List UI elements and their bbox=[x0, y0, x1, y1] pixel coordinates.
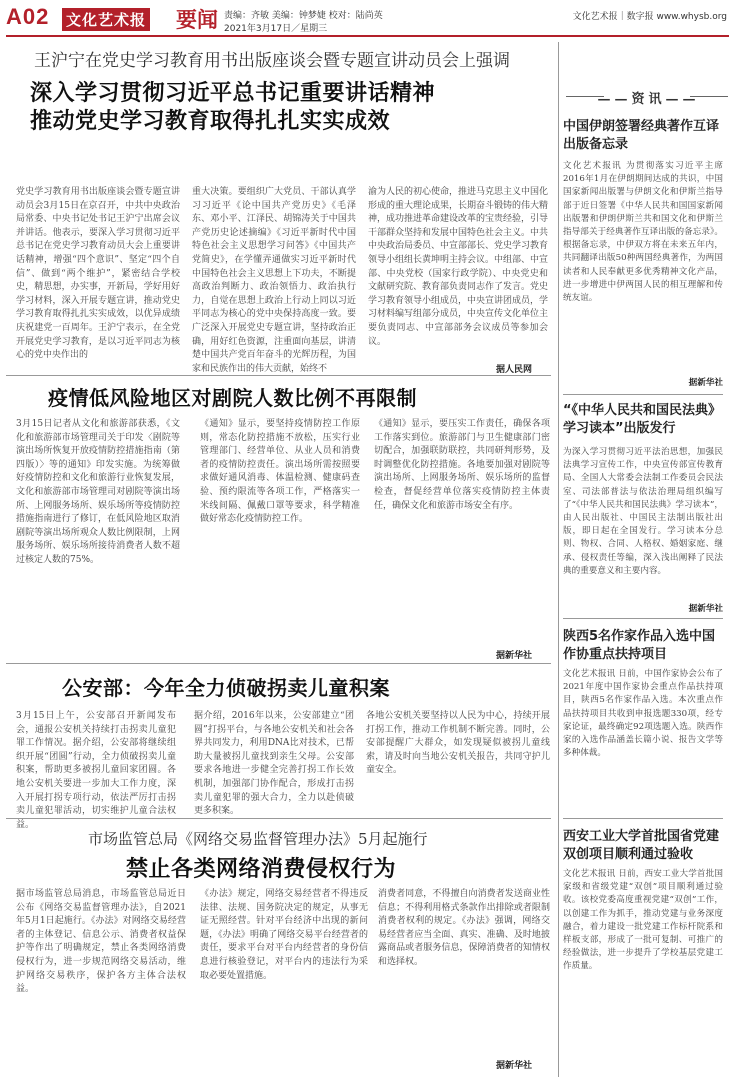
divider bbox=[563, 818, 723, 819]
masthead bbox=[0, 0, 735, 38]
theater-headline: 疫情低风险地区对剧院人数比例不再限制 bbox=[48, 386, 417, 410]
lead-column-1: 党史学习教育用书出版座谈会暨专题宣讲动员会3月15日在京召开，中共中央政治局常委、中央书记处书记王沪宁出席会议并讲话。他表示，要深入学习贯彻习近平总书记在党史学习教育动员大会上重要讲话精神，增强“四个意识”、坚定“四个自信”、做到“两个维护”，紧密结合学校史，精思想，办实事，开新局，学好用好学习材料，深入开展专题宣讲，推动党史学习教育取得扎扎实实成效，以优异成绩庆祝建党一百周年。王沪宁表示，在全党开展党史学习教育，是以习近平同志为核心的党中央作出的 bbox=[16, 187, 180, 361]
divider bbox=[563, 394, 723, 395]
theater-column-2: 《通知》显示，要坚持疫情防控工作原则，常态化防控措施不放松，压实行业管理部门、经营单位、从业人员和消费者的疫情防控责任。演出场所需按照要求做好通风消毒、体温检测、健康码查验、预约限流等各项工作，严格落实一米线间隔、佩戴口罩等要求，科学精准做好常态化疫情防控工作。 bbox=[200, 419, 360, 525]
theater-source: 据新华社 bbox=[496, 651, 533, 661]
lead-source: 据人民网 bbox=[496, 365, 533, 375]
lead-headline-1: 深入学习贯彻习近平总书记重要讲话精神 bbox=[30, 81, 436, 106]
brief-title: ——资讯—— bbox=[597, 92, 700, 107]
site-link[interactable]: 文化艺术报｜数字报 www.whysb.org bbox=[572, 12, 727, 22]
market-subhead: 市场监管总局《网络交易监督管理办法》5月起施行 bbox=[88, 830, 428, 848]
divider bbox=[6, 663, 551, 664]
masthead-rule bbox=[6, 35, 729, 37]
section-title: 要闻 bbox=[176, 7, 218, 32]
brief-body-4: 文化艺术报讯 日前，西安工业大学首批国家级和省级党建“双创”项目顺利通过验收。该校党委高度重视党建“双创”工作，以创建工作为抓手，推动党建与业务深度融合，着力建设一批党建工作标杆院系和样板支部，形成了一批可复制、可推广的经验做法，进一步提升了学校基层党建工作质量。 bbox=[563, 869, 723, 972]
brief-headline-3: 陕西5名作家作品入选中国作协重点扶持项目 bbox=[563, 629, 716, 662]
police-column-2: 据介绍，2016年以来，公安部建立“团圆”打拐平台，与各地公安机关和社会各界共同发力，利用DNA比对技术，已帮助大量被拐儿童找到亲生父母。公安部要求各地进一步健全完善打拐工作长效机制，加强部门协作配合，形成打击拐卖儿童犯罪的强大合力，全力以赴侦破更多积案。 bbox=[194, 711, 354, 817]
police-headline: 公安部：今年全力侦破拐卖儿童积案 bbox=[62, 676, 390, 700]
brief-headline-1: 中国伊朗签署经典著作互译出版备忘录 bbox=[563, 119, 720, 152]
lead-column-2: 重大决策。要组织广大党员、干部认真学习习近平《论中国共产党历史》《毛泽东、邓小平、江泽民、胡锦涛关于中国共产党历史论述摘编》《习近平新时代中国特色社会主义思想学习问答》《中国共产党简史》，在学懂弄通做实习近平新时代中国特色社会主义思想上下功夫，不断提高政治判断力、政治领悟力、政治执行力，自觉在思想上政治上行动上同以习近平同志为核心的党中央保持高度一致。要广泛深入开展党史专题宣讲，坚持政治正确，用好红色资源，注重面向基层，讲清楚中国共产党百年奋斗的光辉历程，为国家和民族作出的伟大贡献，始终不 bbox=[192, 187, 356, 374]
market-column-1: 据市场监管总局消息，市场监管总局近日公布《网络交易监督管理办法》，自2021年5月1日起施行。《办法》对网络交易经营者的主体登记、信息公示、消费者权益保护等作出了明确规定，禁止各类网络消费侵权行为，进一步规范网络交易活动，维护网络交易秩序，保护各方主体合法权益。 bbox=[16, 889, 186, 995]
lead-column-3: 渝为人民的初心使命，推进马克思主义中国化形成的重大理论成果，长期奋斗锻铸的伟大精神，成功推进革命建设改革的宝贵经验，引导干部群众坚持和发展中国特色社会主义。中共中央政治局委员、中宣部部长、党史学习教育领导小组组长黄坤明主持会议。中组部、中宣部、中央党校（国家行政学院）、中央党史和文献研究院、教育部负责同志作了发言。党史学习教育领导小组成员，中央宣讲团成员，学习材料编写组部分成员，中央宣传文化单位主要负责同志、中宣部部务会议成员等参加会议。 bbox=[368, 187, 549, 347]
police-column-1: 3月15日上午，公安部召开新闻发布会，通报公安机关持续打击拐卖儿童犯罪工作情况。据介绍，公安部将继续组织开展“团圆”行动，全力侦破拐卖儿童积案，帮助更多被拐儿童回家团圆。各地公安机关要进一步加大工作力度，深入开展打拐专项行动，依法严厉打击拐卖儿童犯罪活动，切实维护儿童合法权益。 bbox=[16, 711, 176, 830]
police-column-3: 各地公安机关要坚持以人民为中心，持续开展打拐工作，推动工作机制不断完善。同时，公安部提醒广大群众，如发现疑似被拐儿童线索，请及时向当地公安机关报告，共同守护儿童安全。 bbox=[366, 711, 550, 776]
market-headline: 禁止各类网络消费侵权行为 bbox=[126, 857, 397, 882]
divider bbox=[6, 375, 551, 376]
page-number: A02 bbox=[6, 4, 50, 29]
market-source: 据新华社 bbox=[496, 1061, 533, 1071]
brief-body-1: 文化艺术报讯 为贯彻落实习近平主席2016年1月在伊朗期间达成的共识，中国国家新闻出版署与伊朗文化和伊斯兰指导部于近日签署《中华人民共和国国家新闻出版署和伊朗伊斯兰共和国文化和伊斯兰指导部关于经典著作互译出版的备忘录》。根据备忘录，中伊双方将在未来五年内，共同翻译出版50种两国经典著作，为两国读者和人民奉献更多优秀精神文化产品，进一步增进中伊两国人民的相互理解和传统友谊。 bbox=[563, 161, 723, 304]
brief-body-2: 为深入学习贯彻习近平法治思想，加强民法典学习宣传工作，中央宣传部宣传教育局、全国人大常委会法制工作委员会民法室、司法部普法与依法治理局组织编写了“《中华人民共和国民法典》学习读本”，由人民出版社、中国民主法制出版社出版，即日起在全国发行。学习读本分总则、物权、合同、人格权、婚姻家庭、继承、侵权责任等编，深入浅出阐释了民法典的重要意义和主要内容。 bbox=[563, 447, 723, 576]
market-column-3: 消费者同意，不得擅自向消费者发送商业性信息；不得利用格式条款作出排除或者限制消费者权利的规定。《办法》强调，网络交易经营者应当全面、真实、准确、及时地披露商品或者服务信息，保障消费者的知情权和选择权。 bbox=[378, 889, 550, 967]
brief-headline-2: “《中华人民共和国民法典》学习读本”出版发行 bbox=[563, 403, 722, 436]
market-column-2: 《办法》规定，网络交易经营者不得违反法律、法规、国务院决定的规定，从事无证无照经营。针对平台经济中出现的新问题，《办法》明确了网络交易平台经营者的责任，要求平台对平台内经营者的身份信息进行核验登记，对平台内的违法行为采取必要处置措施。 bbox=[200, 889, 368, 981]
editor-credits: 责编：齐敏 美编：钟梦婕 校对：陆尚英 bbox=[224, 11, 383, 21]
brief-source-2: 据新华社 bbox=[688, 604, 723, 614]
divider bbox=[6, 818, 551, 819]
theater-column-1: 3月15日记者从文化和旅游部获悉，《文化和旅游部市场管理司关于印发〈剧院等演出场所恢复开放疫情防控措施指南（第四版）〉等的通知》印发实施。为统筹做好疫情防控和文化和旅游行业恢复发展，文化和旅游部市场管理司对剧院等演出场所、上网服务场所、娱乐场所等疫情防控措施指南进行了修订，在低风险地区取消剧院等演出场所观众人数比例限制，上网服务场所、娱乐场所接待消费者人数不超过核定人数的75%。 bbox=[16, 419, 180, 565]
brief-body-3: 文化艺术报讯 日前，中国作家协会公布了2021年度中国作家协会重点作品扶持项目，陕西5名作家作品入选。本次重点作品扶持项目共收到申报选题330项，经专家论证，最终确定92项选题入选。陕西作家的入选作品涵盖长篇小说、报告文学等多种体裁。 bbox=[563, 669, 723, 759]
brief-headline-4: 西安工业大学首批国省党建双创项目顺利通过验收 bbox=[563, 829, 720, 862]
newspaper-logo: 文化艺术报 bbox=[62, 8, 150, 31]
divider bbox=[563, 618, 723, 619]
lead-headline-2: 推动党史学习教育取得扎扎实实成效 bbox=[30, 109, 391, 134]
lead-subhead: 王沪宁在党史学习教育用书出版座谈会暨专题宣讲动员会上强调 bbox=[34, 51, 510, 71]
brief-source-1: 据新华社 bbox=[688, 378, 723, 388]
issue-date: 2021年3月17日／星期三 bbox=[224, 24, 328, 34]
theater-column-3: 《通知》显示，要压实工作责任，确保各项工作落实到位。旅游部门与卫生健康部门密切配合，加强联防联控，共同研判形势，及时调整优化防控措施。各地要加强对剧院等演出场所、上网服务场所、娱乐场所的监督检查，督促经营单位落实疫情防控主体责任，确保文化和旅游市场安全有序。 bbox=[374, 419, 550, 511]
